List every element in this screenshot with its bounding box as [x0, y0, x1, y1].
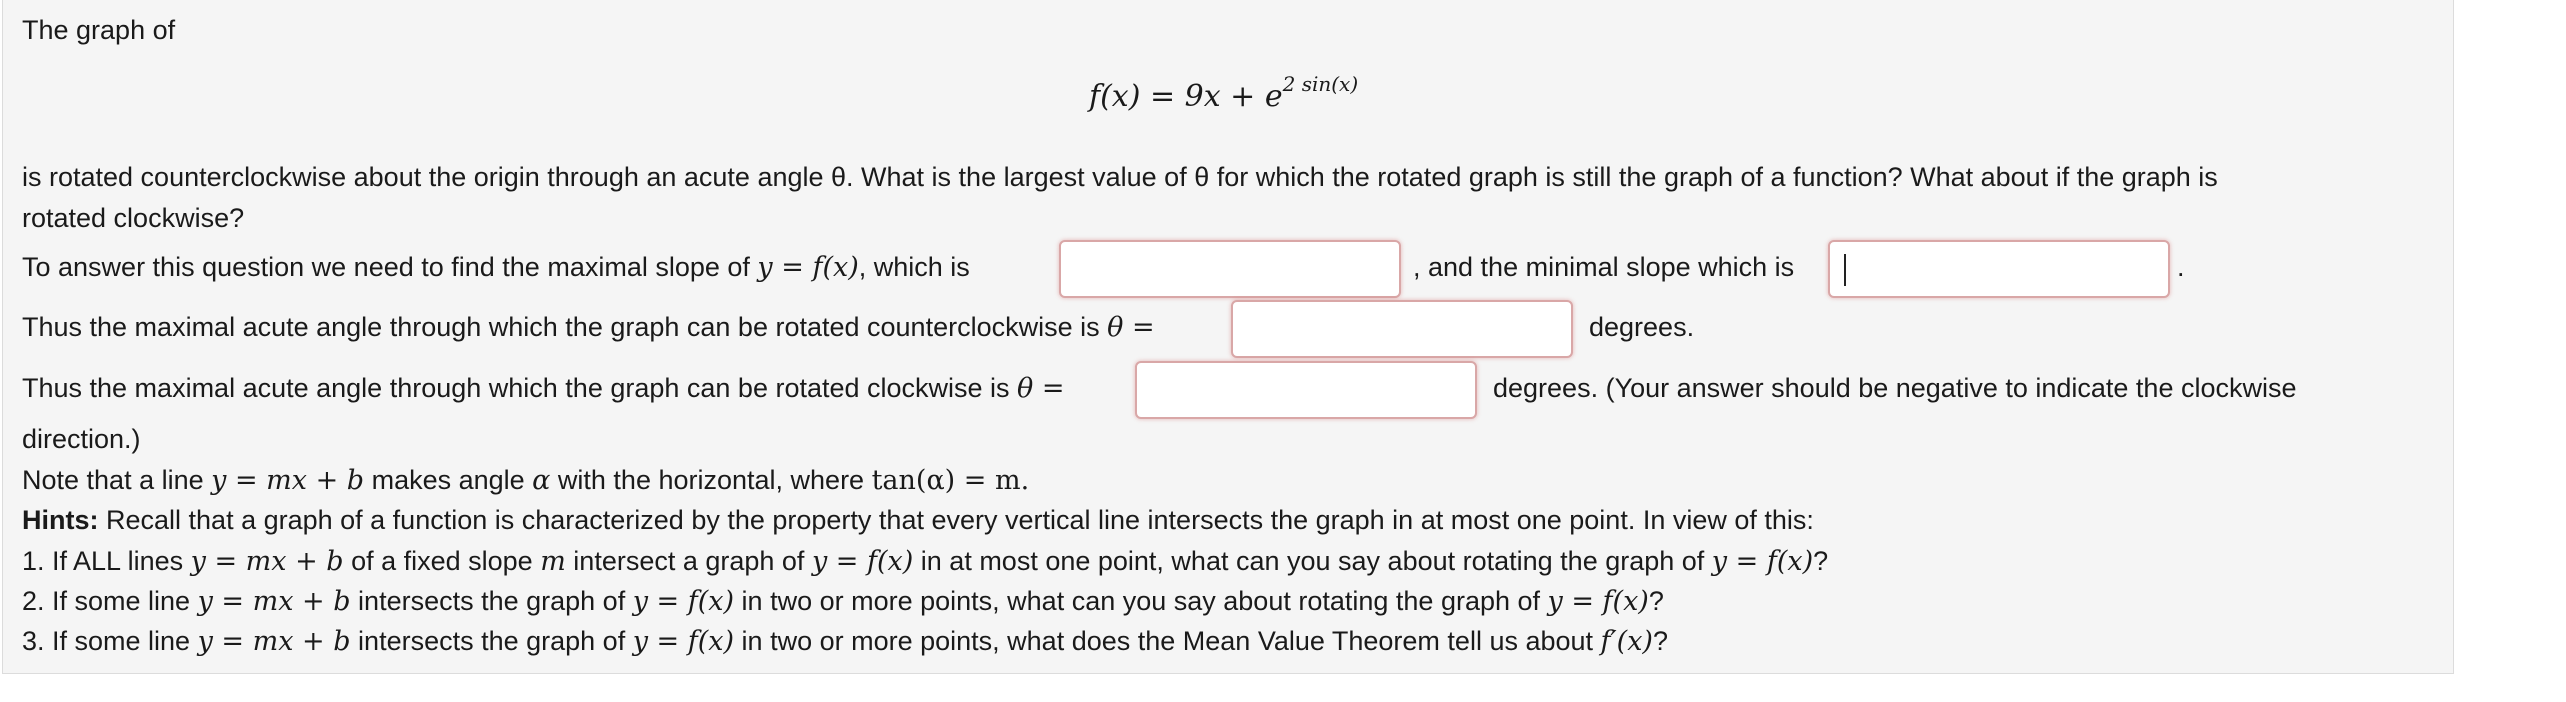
- hint-3-text-c: in two or more points, what does the Mean Value Theorem tell us about: [734, 626, 1601, 656]
- text-cursor: [1844, 254, 1846, 286]
- hint-1-text-c: intersect a graph of: [565, 546, 812, 576]
- cw-suffix-2: direction.): [22, 424, 141, 454]
- hints-label: Hints:: [22, 505, 99, 535]
- cw-angle-input[interactable]: [1135, 361, 1477, 419]
- ccw-prompt: [22, 310, 1155, 345]
- hint-2-text-d: ?: [1648, 586, 1664, 616]
- hint-3-text-b: intersects the graph of: [350, 626, 633, 656]
- hint-1-text-a: 1. If ALL lines: [22, 546, 191, 576]
- hint-2-text-a: 2. If some line: [22, 586, 198, 616]
- hint-3-math-3: f′(x): [1600, 626, 1653, 657]
- slopes-text-3: , and the minimal slope which is: [1413, 252, 1795, 282]
- hint-2-text-b: intersects the graph of: [350, 586, 633, 616]
- hint-1-math-1: y = mx + b: [190, 546, 344, 577]
- ccw-theta: θ =: [1107, 312, 1155, 343]
- ccw-suffix: degrees.: [1589, 312, 1695, 342]
- cw-text: Thus the maximal acute angle through which the graph can be rotated clockwise is: [22, 373, 1018, 403]
- max-slope-input[interactable]: [1059, 240, 1401, 298]
- hint-3-text-d: ?: [1652, 626, 1668, 656]
- note-math-line: y = mx + b: [211, 465, 365, 496]
- question-line-2: rotated clockwise?: [22, 203, 245, 233]
- slopes-text-4: .: [2177, 252, 2185, 282]
- note-text-3: with the horizontal, where: [550, 465, 872, 495]
- hint-2-math-3: y = f(x): [1547, 586, 1649, 617]
- hints-text: Recall that a graph of a function is characterized by the property that every vertical line intersects the graph in at most one point. In view of this:: [98, 505, 1814, 535]
- note-math-alpha: α: [532, 465, 551, 496]
- slopes-text-1: To answer this question we need to find the maximal slope of: [22, 252, 758, 282]
- min-slope-input[interactable]: [1828, 240, 2170, 298]
- ccw-text: Thus the maximal acute angle through which the graph can be rotated counterclockwise is: [22, 312, 1108, 342]
- hint-3: [22, 624, 1668, 659]
- hint-1-text-d: in at most one point, what can you say about rotating the graph of: [913, 546, 1712, 576]
- hint-3-text-a: 3. If some line: [22, 626, 198, 656]
- slopes-text-2: , which is: [858, 252, 970, 282]
- slopes-math-1: y = f(x): [757, 252, 859, 283]
- slopes-prompt: [22, 250, 970, 285]
- hint-1: [22, 544, 1828, 579]
- hint-2-text-c: in two or more points, what can you say about rotating the graph of: [734, 586, 1548, 616]
- cw-prompt: [22, 371, 1065, 406]
- hint-1-math-4: y = f(x): [1711, 546, 1814, 577]
- hints-line: [22, 503, 1814, 537]
- ccw-angle-input[interactable]: [1231, 300, 1573, 358]
- hint-2: [22, 584, 1664, 619]
- hint-1-math-2: m: [540, 546, 566, 577]
- note-line: [22, 463, 1029, 498]
- hint-1-text-b: of a fixed slope: [343, 546, 541, 576]
- formula-exponent: 2 sin(x): [1282, 72, 1359, 96]
- formula-main: f(x) = 9x + e: [1089, 79, 1283, 114]
- hint-3-math-2: y = f(x): [632, 626, 735, 657]
- question-line-1: is rotated counterclockwise about the origin through an acute angle θ. What is the largest value of θ for which the rotated graph is still the graph of a function? What about if the graph is: [22, 162, 2218, 192]
- hint-2-math-2: y = f(x): [632, 586, 735, 617]
- note-text-1: Note that a line: [22, 465, 212, 495]
- hint-2-math-1: y = mx + b: [197, 586, 351, 617]
- cw-suffix: degrees. (Your answer should be negative to indicate the clockwise: [1493, 373, 2297, 403]
- note-text-2: makes angle: [364, 465, 533, 495]
- hint-1-text-e: ?: [1813, 546, 1829, 576]
- intro-text: The graph of: [22, 15, 176, 45]
- problem-panel: [2, 0, 2454, 674]
- cw-theta: θ =: [1017, 373, 1065, 404]
- hint-1-math-3: y = f(x): [811, 546, 914, 577]
- function-formula: [1089, 72, 1359, 114]
- hint-3-math-1: y = mx + b: [197, 626, 351, 657]
- note-math-tan: tan(α) = m.: [871, 465, 1030, 496]
